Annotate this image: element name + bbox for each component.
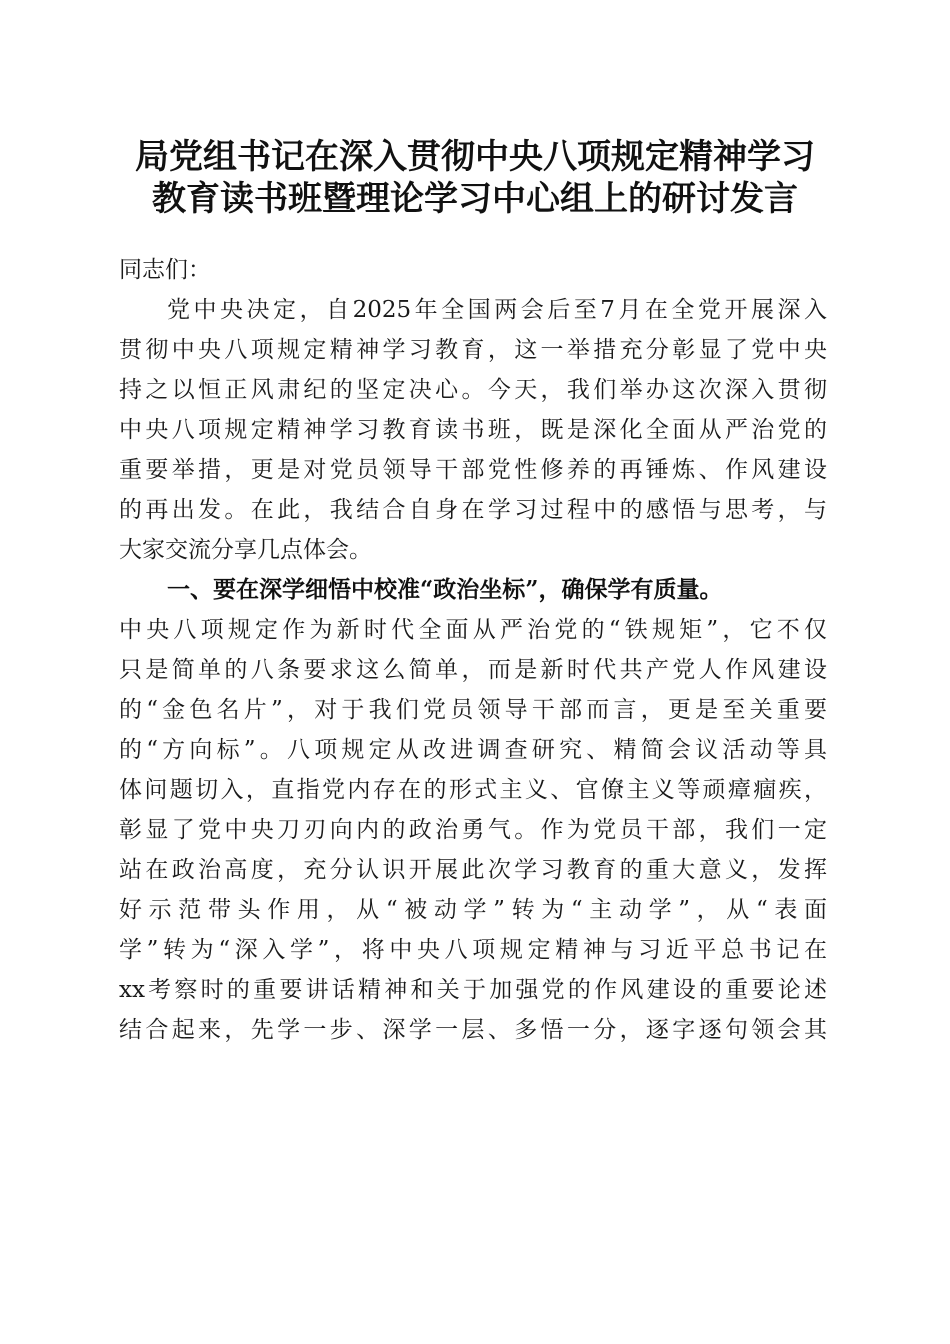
paragraph-line: 的“方向标”。八项规定从改进调查研究、精简会议活动等具	[119, 737, 827, 763]
section-heading: 一、要在深学细悟中校准“政治坐标”，确保学有质量。	[167, 576, 723, 603]
paragraph-line: 持之以恒正风肃纪的坚定决心。今天，我们举办这次深入贯彻	[119, 377, 827, 403]
paragraph-line: 结合起来，先学一步、深学一层、多悟一分，逐字逐句领会其	[119, 1017, 827, 1043]
salutation: 同志们：	[119, 257, 211, 283]
paragraph-line: 的再出发。在此，我结合自身在学习过程中的感悟与思考，与	[119, 497, 827, 523]
paragraph-line: 贯彻中央八项规定精神学习教育，这一举措充分彰显了党中央	[119, 337, 827, 363]
paragraph-line: 的“金色名片”，对于我们党员领导干部而言，更是至关重要	[119, 697, 827, 723]
title-line-2: 教育读书班暨理论学习中心组上的研讨发言	[152, 179, 798, 219]
document-body	[119, 250, 827, 1050]
paragraph-line: 中央八项规定作为新时代全面从严治党的“铁规矩”，它不仅	[119, 617, 827, 643]
paragraph-line: 大家交流分享几点体会。	[119, 537, 372, 563]
paragraph-line: 党中央决定，自2025年全国两会后至7月在全党开展深入	[167, 297, 827, 323]
paragraph-line: 重要举措，更是对党员领导干部党性修养的再锤炼、作风建设	[119, 457, 827, 483]
title-line-1: 局党组书记在深入贯彻中央八项规定精神学习	[135, 137, 815, 177]
document-title	[100, 136, 850, 220]
paragraph-line: 站在政治高度，充分认识开展此次学习教育的重大意义，发挥	[119, 857, 827, 883]
paragraph-line: 只是简单的八条要求这么简单，而是新时代共产党人作风建设	[119, 657, 827, 683]
paragraph-line: 中央八项规定精神学习教育读书班，既是深化全面从严治党的	[119, 417, 827, 443]
paragraph-line: 学”转为“深入学”，将中央八项规定精神与习近平总书记在	[119, 937, 827, 963]
paragraph-line: 彰显了党中央刀刃向内的政治勇气。作为党员干部，我们一定	[119, 817, 827, 843]
paragraph-line: xx考察时的重要讲话精神和关于加强党的作风建设的重要论述	[119, 977, 827, 1003]
paragraph-line: 好示范带头作用，从“被动学”转为“主动学”，从“表面	[119, 897, 827, 923]
paragraph-line: 体问题切入，直指党内存在的形式主义、官僚主义等顽瘴痼疾，	[119, 777, 827, 803]
